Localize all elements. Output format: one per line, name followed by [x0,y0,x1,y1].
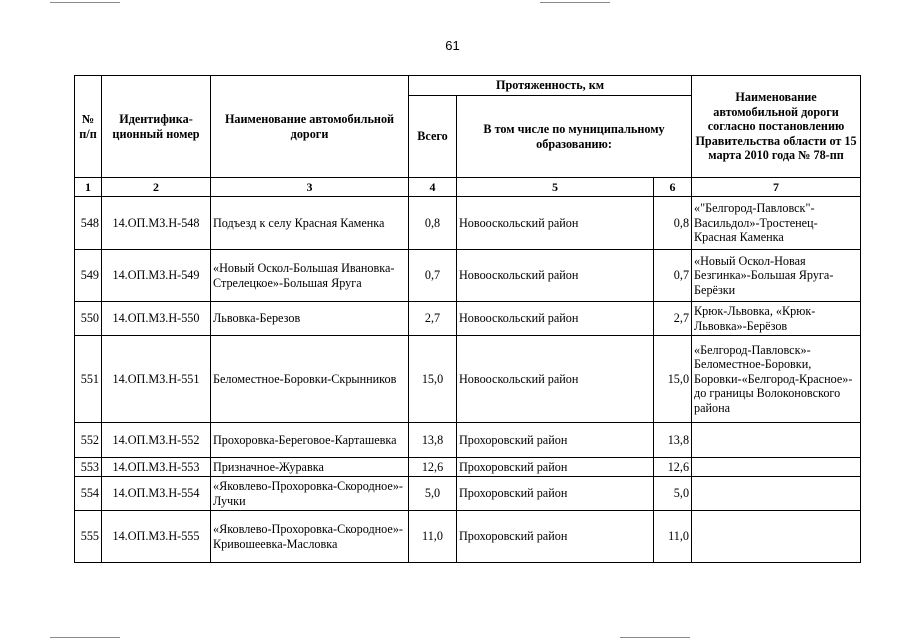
municipality: Новооскольский район [457,197,654,250]
municipality-length: 5,0 [654,477,692,511]
column-number: 3 [211,178,409,197]
road-name: Львовка-Березов [211,302,409,336]
table-row [75,423,861,458]
official-name: «Новый Оскол-Новая Безгинка»-Большая Яруга-Берёзки [692,250,861,302]
header-length-group: Протяженность, км [409,76,692,96]
table-row [75,458,861,477]
row-number: 552 [75,423,102,458]
row-number: 553 [75,458,102,477]
road-id: 14.ОП.МЗ.Н-554 [102,477,211,511]
total-length: 5,0 [409,477,457,511]
header-num: № п/п [75,76,102,178]
table-row [75,250,861,302]
header-row [75,76,861,96]
road-name: Беломестное-Боровки-Скрынников [211,336,409,423]
row-number: 551 [75,336,102,423]
road-id: 14.ОП.МЗ.Н-550 [102,302,211,336]
road-id: 14.ОП.МЗ.Н-548 [102,197,211,250]
municipality: Новооскольский район [457,336,654,423]
header-total: Всего [409,96,457,178]
row-number: 550 [75,302,102,336]
total-length: 0,8 [409,197,457,250]
road-name: Подъезд к селу Красная Каменка [211,197,409,250]
row-number: 548 [75,197,102,250]
road-id: 14.ОП.МЗ.Н-549 [102,250,211,302]
municipality: Новооскольский район [457,302,654,336]
road-id: 14.ОП.МЗ.Н-552 [102,423,211,458]
municipality-length: 2,7 [654,302,692,336]
road-name: «Яковлево-Прохоровка-Скородное»-Кривошеевка-Масловка [211,511,409,563]
table-row [75,336,861,423]
official-name: «"Белгород-Павловск"-Васильдол»-Тростенец-Красная Каменка [692,197,861,250]
column-number-row [75,178,861,197]
header-official-name: Наименование автомобильной дороги согласно постановлению Правительства области от 15 марта 2010 года № 78-пп [692,76,861,178]
municipality-length: 0,8 [654,197,692,250]
municipality-length: 0,7 [654,250,692,302]
municipality: Новооскольский район [457,250,654,302]
municipality: Прохоровский район [457,511,654,563]
total-length: 0,7 [409,250,457,302]
municipality: Прохоровский район [457,458,654,477]
column-number: 5 [457,178,654,197]
row-number: 554 [75,477,102,511]
official-name [692,511,861,563]
road-name: «Яковлево-Прохоровка-Скородное»-Лучки [211,477,409,511]
column-number: 7 [692,178,861,197]
road-id: 14.ОП.МЗ.Н-555 [102,511,211,563]
total-length: 12,6 [409,458,457,477]
municipality: Прохоровский район [457,423,654,458]
page-number: 61 [445,38,460,53]
official-name: «Белгород-Павловск»-Беломестное-Боровки, Боровки-«Белгород-Красное»-до границы Волоконовского района [692,336,861,423]
road-id: 14.ОП.МЗ.Н-553 [102,458,211,477]
scan-mark [540,2,610,3]
column-number: 2 [102,178,211,197]
roads-table [74,75,861,563]
total-length: 13,8 [409,423,457,458]
total-length: 11,0 [409,511,457,563]
row-number: 555 [75,511,102,563]
scan-mark [620,637,690,638]
municipality: Прохоровский район [457,477,654,511]
official-name [692,423,861,458]
scan-mark [50,637,120,638]
header-road-name: Наименование автомобильной дороги [211,76,409,178]
header-including: В том числе по муниципальному образованию: [457,96,692,178]
column-number: 4 [409,178,457,197]
official-name [692,458,861,477]
table-row [75,477,861,511]
official-name: Крюк-Львовка, «Крюк-Львовка»-Берёзов [692,302,861,336]
municipality-length: 12,6 [654,458,692,477]
total-length: 2,7 [409,302,457,336]
municipality-length: 11,0 [654,511,692,563]
header-id: Идентифика-ционный номер [102,76,211,178]
table-row [75,302,861,336]
scan-mark [50,2,120,3]
road-name: Прохоровка-Береговое-Карташевка [211,423,409,458]
column-number: 6 [654,178,692,197]
total-length: 15,0 [409,336,457,423]
road-name: Призначное-Журавка [211,458,409,477]
row-number: 549 [75,250,102,302]
road-id: 14.ОП.МЗ.Н-551 [102,336,211,423]
official-name [692,477,861,511]
road-name: «Новый Оскол-Большая Ивановка-Стрелецкое»-Большая Яруга [211,250,409,302]
column-number: 1 [75,178,102,197]
table-row [75,511,861,563]
table-row [75,197,861,250]
municipality-length: 13,8 [654,423,692,458]
municipality-length: 15,0 [654,336,692,423]
